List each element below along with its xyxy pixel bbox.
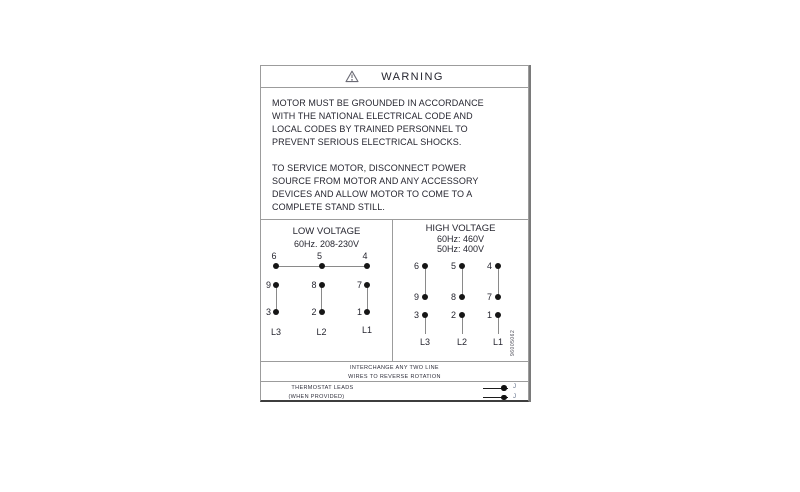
- terminal-dot: [495, 263, 501, 269]
- terminal-dot: [422, 263, 428, 269]
- terminal-dot: [364, 309, 370, 315]
- terminal-dot: [273, 263, 279, 269]
- high-voltage-subtitle-50hz: 50Hz: 400V: [436, 244, 485, 254]
- lead-terminal-label: J: [513, 393, 516, 400]
- line-label: L3: [419, 337, 430, 347]
- terminal-dot: [495, 294, 501, 300]
- terminal-number: 9: [265, 280, 271, 290]
- line-label: L2: [316, 327, 327, 337]
- wire-5-8: [462, 266, 463, 297]
- line-label: L1: [361, 325, 372, 335]
- terminal-number: 2: [450, 310, 456, 320]
- lead-terminal-label: J: [513, 384, 516, 390]
- terminal-number: 6: [271, 251, 277, 261]
- terminal-number: 9: [413, 292, 419, 302]
- terminal-dot: [319, 263, 325, 269]
- warning-line: MOTOR MUST BE GROUNDED IN ACCORDANCE: [272, 98, 484, 108]
- warning-line: WITH THE NATIONAL ELECTRICAL CODE AND: [272, 111, 473, 121]
- wire-6-9: [425, 266, 426, 297]
- terminal-number: 2: [311, 307, 317, 317]
- warning-line: DEVICES AND ALLOW MOTOR TO COME TO A: [272, 189, 473, 199]
- part-number: 96005062: [510, 329, 516, 356]
- terminal-dot: [459, 312, 465, 318]
- terminal-dot: [459, 263, 465, 269]
- warning-line: TO SERVICE MOTOR, DISCONNECT POWER: [272, 163, 467, 173]
- warning-line: LOCAL CODES BY TRAINED PERSONNEL TO: [272, 124, 468, 134]
- terminal-dot: [364, 282, 370, 288]
- warning-line: COMPLETE STAND STILL.: [272, 202, 385, 212]
- motor-warning-label: [260, 65, 529, 402]
- high-voltage-title: HIGH VOLTAGE: [425, 223, 496, 234]
- terminal-dot: [364, 263, 370, 269]
- lead-dot: [501, 395, 507, 401]
- wire-9-3: [276, 285, 277, 312]
- low-voltage-title: LOW VOLTAGE: [292, 226, 361, 237]
- rotation-note-line2: WIRES TO REVERSE ROTATION: [348, 374, 441, 380]
- terminal-dot: [422, 294, 428, 300]
- terminal-number: 8: [450, 292, 456, 302]
- low-voltage-section: [261, 220, 392, 361]
- wire-4-7: [498, 266, 499, 297]
- line-label: L1: [492, 337, 503, 347]
- terminal-number: 1: [356, 307, 362, 317]
- warning-line: SOURCE FROM MOTOR AND ANY ACCESSORY: [272, 176, 479, 186]
- warning-text-section: [261, 88, 528, 220]
- thermostat-lead-symbol: [483, 394, 521, 401]
- wire-8-2: [321, 285, 322, 312]
- terminal-dot: [319, 282, 325, 288]
- terminal-dot: [459, 294, 465, 300]
- rotation-note-row: [261, 362, 528, 382]
- terminal-number: 5: [450, 261, 456, 271]
- lead-dot: [501, 385, 507, 391]
- wire-7-1: [367, 285, 368, 312]
- warning-paragraph-grounding: [272, 97, 518, 149]
- terminal-number: 8: [311, 280, 317, 290]
- thermostat-leads-row: [261, 382, 528, 401]
- terminal-number: 4: [486, 261, 492, 271]
- rotation-note-line1: INTERCHANGE ANY TWO LINE: [350, 365, 439, 371]
- terminal-number: 3: [265, 307, 271, 317]
- terminal-dot: [273, 309, 279, 315]
- thermostat-lead-symbol: [483, 385, 521, 392]
- high-voltage-section: [392, 220, 528, 361]
- terminal-number: 7: [486, 292, 492, 302]
- warning-line: PREVENT SERIOUS ELECTRICAL SHOCKS.: [272, 137, 462, 147]
- thermostat-leads-label: THERMOSTAT LEADS: [291, 384, 354, 391]
- terminal-number: 1: [486, 310, 492, 320]
- terminal-dot: [319, 309, 325, 315]
- low-voltage-subtitle: 60Hz. 208-230V: [293, 239, 360, 249]
- terminal-number: 6: [413, 261, 419, 271]
- warning-paragraph-service: [272, 162, 518, 214]
- terminal-number: 4: [362, 251, 368, 261]
- warning-header: [261, 66, 528, 88]
- voltage-sections: [261, 220, 528, 362]
- when-provided-label: (WHEN PROVIDED): [288, 393, 345, 400]
- terminal-dot: [495, 312, 501, 318]
- line-label: L2: [456, 337, 467, 347]
- terminal-number: 3: [413, 310, 419, 320]
- high-voltage-subtitle-60hz: 60Hz: 460V: [436, 234, 485, 244]
- line-label: L3: [270, 327, 281, 337]
- terminal-dot: [273, 282, 279, 288]
- warning-title: WARNING: [381, 70, 444, 83]
- terminal-dot: [422, 312, 428, 318]
- warning-triangle-icon: [345, 70, 359, 83]
- terminal-number: 7: [356, 280, 362, 290]
- terminal-number: 5: [316, 251, 322, 261]
